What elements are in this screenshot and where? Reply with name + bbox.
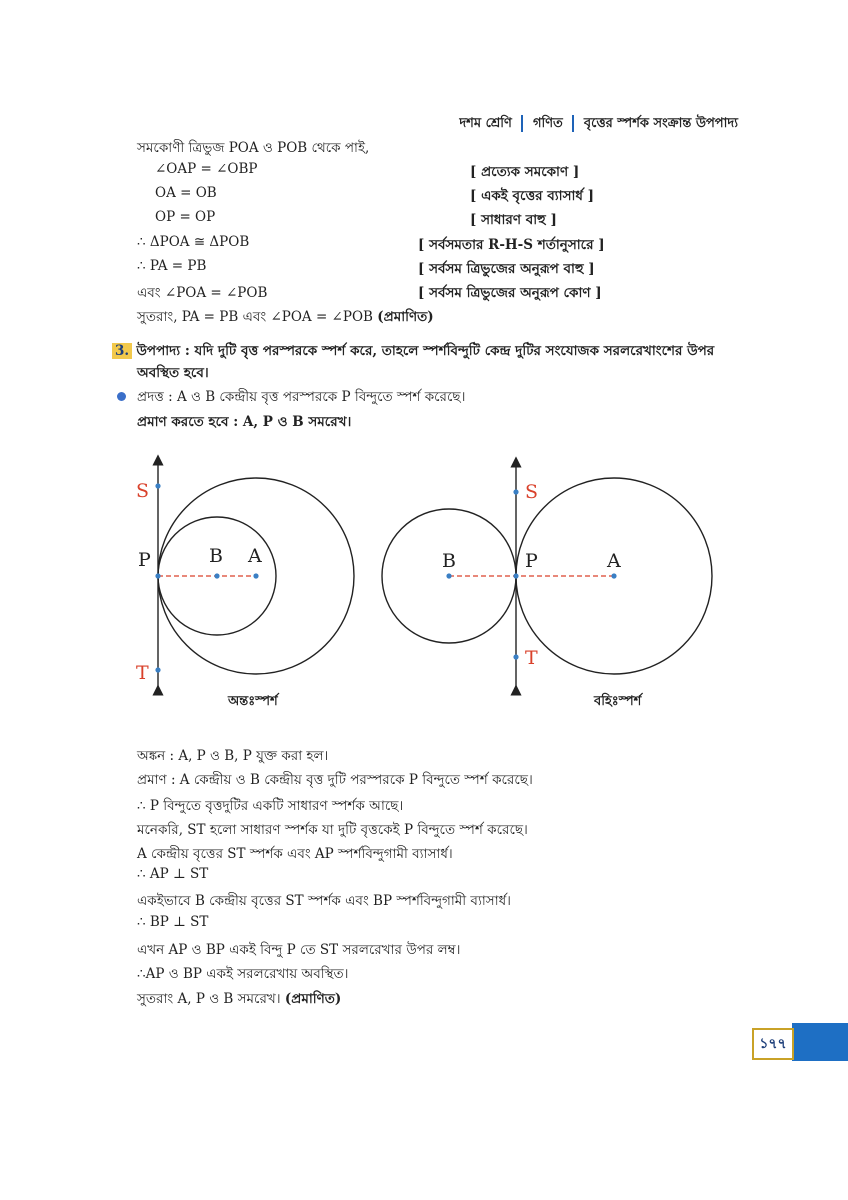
proof1-reason: [ প্রত্যেক সমকোণ ] [470,164,580,180]
proof1-stmt: এবং ∠POA = ∠POB [137,285,268,301]
proof1-reason: [ সর্বসম ত্রিভুজের অনুরূপ বাহু ] [418,261,595,277]
proof1-intro: সমকোণী ত্রিভুজ POA ও POB থেকে পাই, [137,140,370,156]
theorem-line2: অবস্থিত হবে। [137,365,209,381]
label-t-right: T [525,647,538,669]
proof1-reason: [ সর্বসমতার R-H-S শর্তানুসারে ] [418,237,605,253]
proof2-line: একইভাবে B কেন্দ্রীয় বৃত্তের ST স্পর্শক এবং BP স্পর্শবিন্দুগামী ব্যাসার্ধ। [137,893,512,909]
proof2-line: A কেন্দ্রীয় বৃত্তের ST স্পর্শক এবং AP স্পর্শবিন্দুগামী ব্যাসার্ধ। [137,846,453,862]
proof2-line: ∴ P বিন্দুতে বৃত্তদুটির একটি সাধারণ স্পর্শক আছে। [137,798,404,814]
header-class: দশম শ্রেণি [459,116,512,131]
point-a-right [611,573,616,578]
theorem-to-prove: প্রমাণ করতে হবে : A, P ও B সমরেখ। [137,414,352,430]
proof2-line: প্রমাণ : A কেন্দ্রীয় ও B কেন্দ্রীয় বৃত্ত দুটি পরস্পরকে P বিন্দুতে স্পর্শ করেছে। [137,772,533,788]
theorem-number: 3. [112,343,132,359]
proof1-reason: [ একই বৃত্তের ব্যাসার্ধ ] [470,188,595,204]
proof2-line: ∴ AP ⊥ ST [137,866,209,882]
proof2-line: মনেকরি, ST হলো সাধারণ স্পর্শক যা দুটি বৃত্তকেই P বিন্দুতে স্পর্শ করেছে। [137,822,528,838]
page-number: ১৭৭ [752,1028,794,1060]
proof1-stmt: OA = OB [155,185,217,201]
final-text: সুতরাং A, P ও B সমরেখ। [137,991,281,1007]
proof2-line: ∴AP ও BP একই সরলরেখায় অবস্থিত। [137,966,349,982]
proof1-stmt: OP = OP [155,209,216,225]
proof2-line: অঙ্কন : A, P ও B, P যুক্ত করা হল। [137,748,329,764]
proof2-line: এখন AP ও BP একই বিন্দু P তে ST সরলরেখার উপর লম্ব। [137,942,461,958]
proof2-final [137,988,341,1011]
point-p-right [513,573,518,578]
point-s-left [155,483,160,488]
proof1-reason: [ সাধারণ বাহু ] [470,212,557,228]
point-p-left [155,573,160,578]
label-s-right: S [525,481,539,503]
proof1-reason: [ সর্বসম ত্রিভুজের অনুরূপ কোণ ] [418,285,602,301]
point-a-left [253,573,258,578]
header-chapter: বৃত্তের স্পর্শক সংক্রান্ত উপপাদ্য [583,116,738,131]
caption-internal: অন্তঃস্পর্শ [228,694,278,709]
theorem-line1: উপপাদ্য : যদি দুটি বৃত্ত পরস্পরকে স্পর্শ করে, তাহলে স্পর্শবিন্দুটি কেন্দ্র দুটির সংযোজক সরলরেখাংশের উপর [136,343,715,359]
label-s-left: S [136,480,150,502]
label-t-left: T [136,662,149,684]
proof1-stmt: ∴ ΔPOA ≅ ΔPOB [137,234,250,250]
caption-external: বহিঃস্পর্শ [594,694,642,709]
theorem-given: প্রদত্ত : A ও B কেন্দ্রীয় বৃত্ত পরস্পরকে P বিন্দুতে স্পর্শ করেছে। [137,389,466,405]
label-a-right: A [607,550,621,572]
point-t-right [513,654,518,659]
proof2-line: ∴ BP ⊥ ST [137,914,209,930]
point-b-left [214,573,219,578]
conclusion-text: সুতরাং, PA = PB এবং ∠POA = ∠POB [137,309,373,325]
point-s-right [513,489,518,494]
point-t-left [155,667,160,672]
label-b-left: B [209,545,223,567]
qed-tag: (প্রমাণিত) [284,991,342,1007]
proof1-stmt: ∴ PA = PB [137,258,207,274]
header-subject: গণিত [532,116,563,131]
label-a-left: A [248,545,262,567]
point-b-right [446,573,451,578]
footer-accent-bar [792,1023,848,1061]
label-b-right: B [442,550,456,572]
label-p-right: P [525,550,538,572]
label-p-left: P [138,549,151,571]
qed-tag: (প্রমাণিত) [377,309,434,325]
proof1-stmt: ∠OAP = ∠OBP [155,161,258,177]
